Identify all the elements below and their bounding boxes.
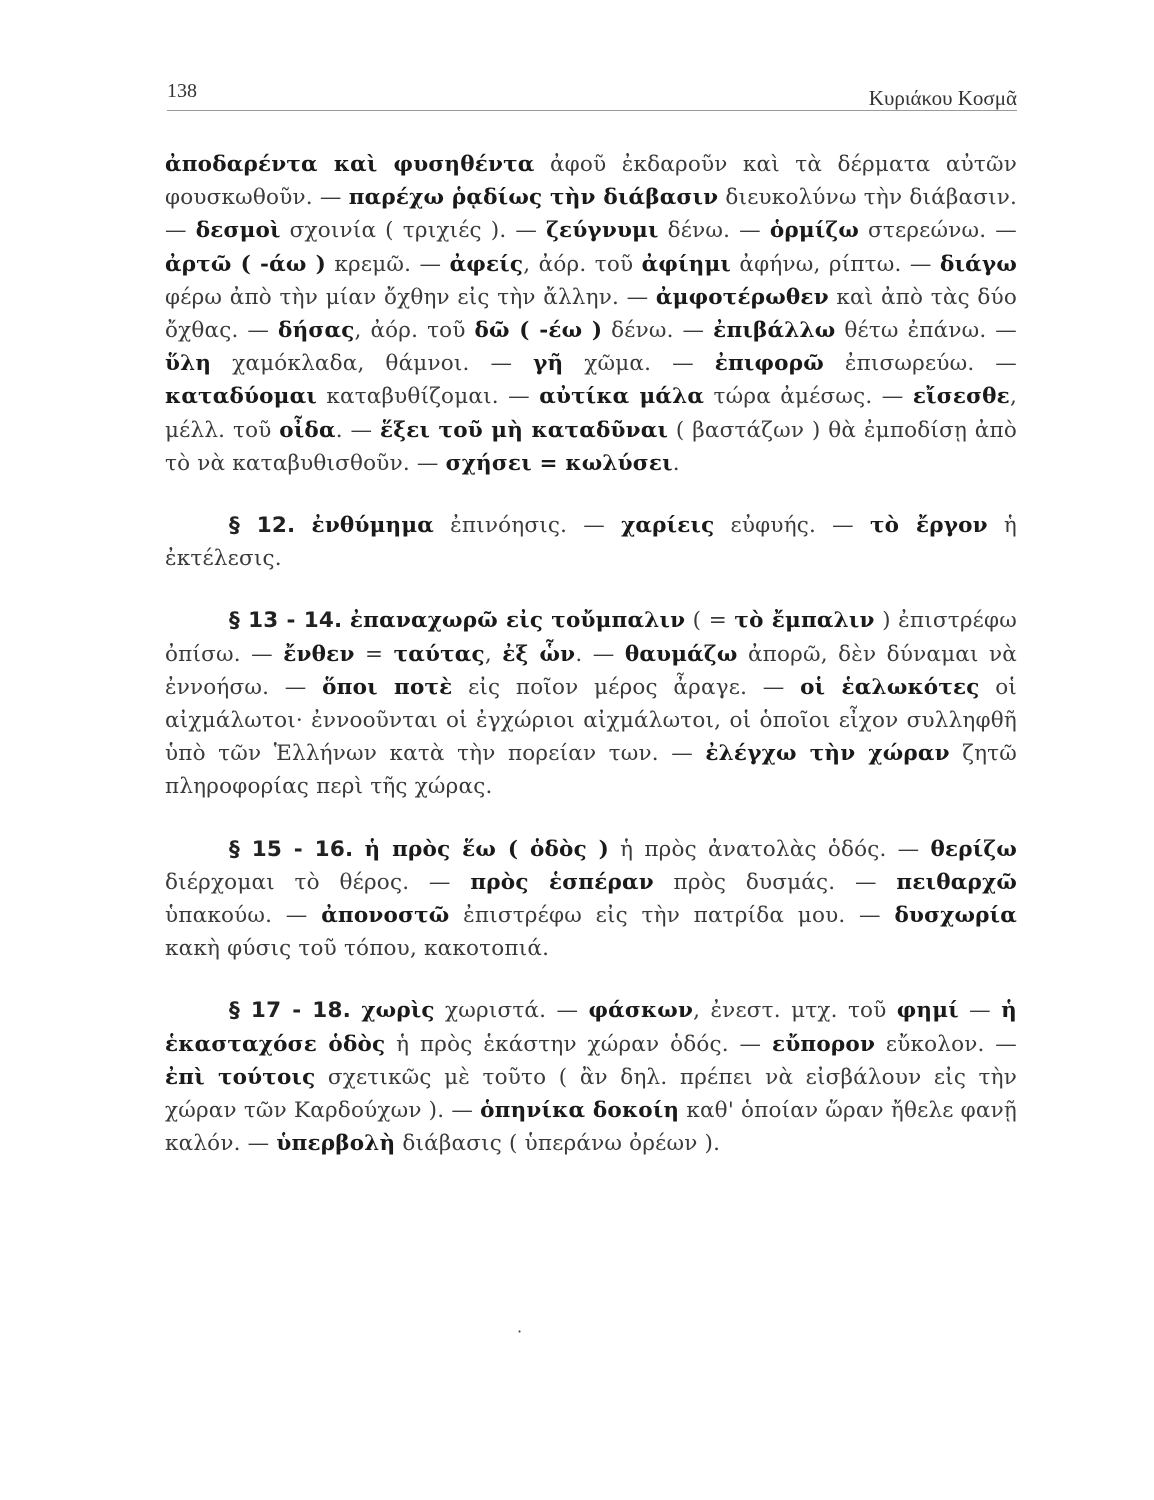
- gloss-text: ,: [484, 641, 503, 667]
- gloss-text: σχετικῶς μὲ τοῦτο ( ἂν δηλ. πρέπει νὰ εἰσβάλουν εἰς τὴν χώραν τῶν Καρδούχων ). —: [165, 1064, 1017, 1124]
- paragraph: [165, 509, 1017, 575]
- lemma-term: ἕξει τοῦ μὴ καταδῦναι: [380, 417, 669, 443]
- section-13-14: [165, 604, 1017, 803]
- section-label: § 15 - 16.: [229, 836, 354, 862]
- gloss-text: , ἀόρ. τοῦ: [523, 251, 642, 277]
- lemma-term: γῆ: [533, 351, 564, 377]
- gloss-text: ( βαστάζων ) θὰ ἐμποδίσῃ ἀπὸ τὸ νὰ καταβυθισθοῦν. —: [165, 417, 1017, 476]
- lemma-term: χαρίεις: [621, 513, 715, 539]
- lemma-term: θαυμάζω: [624, 641, 738, 667]
- lemma-term: ζεύγνυμι: [546, 218, 659, 244]
- lemma-term: ἐλέγχω τὴν χώραν: [705, 741, 950, 767]
- gloss-text: δένω. —: [658, 218, 770, 244]
- lemma-term: οἶδα: [279, 417, 336, 443]
- section-12: [165, 509, 1017, 575]
- running-head: Κυριάκου Κοσμᾶ: [868, 86, 1017, 110]
- section-label: § 17 - 18.: [229, 998, 351, 1024]
- gloss-text: ( =: [685, 608, 735, 634]
- section-17-18: [165, 994, 1017, 1160]
- gloss-text: ἐπισωρεύω. —: [823, 351, 1017, 377]
- paragraph: [165, 994, 1017, 1160]
- lemma-term: εἴσεσθε: [912, 384, 1010, 410]
- lemma-term: πειθαρχῶ: [896, 869, 1017, 895]
- lemma-term: τὸ ἔργον: [869, 513, 988, 539]
- lemma-term: ἀφίημι: [641, 251, 732, 277]
- gloss-text: στερεώνω. —: [859, 218, 1017, 244]
- lemma-term: ἐπὶ τούτοις: [165, 1064, 316, 1090]
- lemma-term: ἀρτῶ ( -άω ): [165, 251, 326, 277]
- gloss-text: ζητῶ πληροφορίας περὶ τῆς χώρας.: [165, 741, 1017, 800]
- paragraph: [165, 604, 1017, 803]
- lemma-term: ἡ πρὸς ἕω ( ὁδὸς ): [364, 836, 610, 862]
- lemma-term: ἐπιφορῶ: [714, 351, 824, 377]
- gloss-text: διευκολύνω τὴν διάβασιν. —: [165, 185, 1018, 244]
- gloss-text: ἡ πρὸς ἀνατολὰς ὁδός. —: [609, 836, 931, 862]
- page-header: [167, 80, 1017, 111]
- gloss-text: . —: [575, 641, 625, 667]
- gloss-text: διάβασις ( ὑπεράνω ὀρέων ).: [395, 1131, 721, 1157]
- lemma-term: δεσμοὶ: [195, 218, 281, 244]
- lemma-term: καταδύομαι: [165, 384, 317, 410]
- lemma-term: ὁπηνίκα δοκοίη: [480, 1098, 680, 1124]
- gloss-text: χῶμα. —: [563, 351, 715, 377]
- lemma-term: ὑπερβολὴ: [276, 1131, 396, 1157]
- gloss-text: ὑπακούω. —: [165, 903, 322, 929]
- paragraph: [165, 833, 1017, 966]
- lemma-term: θερίζω: [930, 836, 1017, 862]
- lemma-term: ἐξ ὧν: [502, 641, 576, 667]
- lemma-term: αὐτίκα μάλα: [539, 384, 705, 410]
- gloss-text: =: [354, 641, 394, 667]
- gloss-text: εἰς ποῖον μέρος ἆραγε. —: [452, 674, 801, 700]
- lemma-term: σχήσει = κωλύσει: [445, 450, 673, 476]
- lemma-term: ἀφείς: [449, 251, 524, 277]
- gloss-text: δένω. —: [602, 318, 714, 344]
- gloss-text: , ἀόρ. τοῦ: [354, 318, 475, 344]
- paragraph: [165, 148, 1017, 480]
- gloss-text: καταβυθίζομαι. —: [316, 384, 540, 410]
- gloss-text: τώρα ἀμέσως. —: [704, 384, 913, 410]
- paragraph-intro: [165, 148, 1017, 480]
- lemma-term: ἐπιβάλλω: [713, 318, 836, 344]
- lemma-term: ἔνθεν: [283, 641, 355, 667]
- gloss-text: εὔκολον. —: [875, 1031, 1017, 1057]
- gloss-text: ἡ πρὸς ἑκάστην χώραν ὁδός. —: [385, 1031, 773, 1057]
- lemma-term: ἀμφοτέρωθεν: [655, 284, 829, 310]
- lemma-term: ἐπαναχωρῶ εἰς τοὔμπαλιν: [349, 608, 686, 634]
- lemma-term: ὅποι ποτὲ: [322, 674, 453, 700]
- lemma-term: ὁρμίζω: [769, 218, 860, 244]
- gloss-text: , μέλλ. τοῦ: [165, 384, 1017, 443]
- lemma-term: ἐνθύμημα: [311, 513, 435, 539]
- gloss-text: κρεμῶ. —: [326, 251, 450, 277]
- gloss-text: ) ἐπιστρέφω ὀπίσω. —: [165, 608, 1017, 667]
- gloss-text: οἱ αἰχμάλωτοι· ἐννοοῦνται οἱ ἐγχώριοι αἰχμάλωτοι, οἱ ὁποῖοι εἶχον συλληφθῆ ὑπὸ τῶν Ἑλλήνων κατὰ τὴν πορείαν των. —: [165, 674, 1018, 767]
- gloss-text: εὐφυής. —: [714, 513, 870, 539]
- lemma-term: ἀπονοστῶ: [321, 903, 450, 929]
- gloss-text: πρὸς δυσμάς. —: [653, 869, 897, 895]
- gloss-text: καθ' ὁποίαν ὥραν ἤθελε φανῇ καλόν. —: [165, 1098, 1017, 1157]
- gloss-text: θέτω ἐπάνω. —: [835, 318, 1017, 344]
- gloss-text: διέρχομαι τὸ θέρος. —: [165, 869, 471, 895]
- section-label: § 12.: [229, 513, 296, 539]
- lemma-term: ταύτας: [393, 641, 485, 667]
- lemma-term: παρέχω ῥᾳδίως τὴν διάβασιν: [348, 185, 719, 211]
- lemma-term: ἀποδαρέντα καὶ φυσηθέντα: [165, 152, 535, 177]
- lemma-term: ὕλη: [165, 351, 212, 377]
- gloss-text: χωριστά. —: [434, 998, 589, 1024]
- lemma-term: φάσκων: [588, 998, 694, 1024]
- gloss-text: ἐπινόησις. —: [434, 513, 622, 539]
- lemma-term: τὸ ἔμπαλιν: [734, 608, 875, 634]
- gloss-text: χαμόκλαδα, θάμνοι. —: [211, 351, 534, 377]
- lemma-term: δῶ ( -έω ): [474, 318, 603, 344]
- gloss-text: .: [672, 450, 680, 476]
- lemma-term: ἡ ἑκασταχόσε ὁδὸς: [165, 998, 1017, 1057]
- lemma-term: εὔπορον: [772, 1031, 876, 1057]
- gloss-text: καὶ ἀπὸ τὰς δύο ὄχθας. —: [165, 284, 1017, 344]
- lemma-term: διάγω: [940, 251, 1017, 277]
- lemma-term: δήσας: [278, 318, 355, 344]
- lemma-term: πρὸς ἑσπέραν: [470, 869, 654, 895]
- gloss-text: ἀπορῶ, δὲν δύναμαι νὰ ἐννοήσω. —: [165, 641, 1017, 700]
- gloss-text: . —: [335, 417, 381, 443]
- gloss-text: φέρω ἀπὸ τὴν μίαν ὄχθην εἰς τὴν ἄλλην. —: [165, 284, 656, 310]
- gloss-text: ἡ ἐκτέλεσις.: [165, 513, 1017, 572]
- lemma-term: φημί: [896, 998, 959, 1024]
- gloss-text: ἐπιστρέφω εἰς τὴν πατρίδα μου. —: [449, 903, 895, 929]
- lemma-term: δυσχωρία: [894, 903, 1018, 929]
- footer-mark: ·: [517, 1322, 523, 1341]
- gloss-text: ἀφήνω, ρίπτω. —: [731, 251, 941, 277]
- lemma-term: οἱ ἑαλωκότες: [800, 674, 980, 700]
- gloss-text: —: [958, 998, 1002, 1024]
- gloss-text: σχοινία ( τριχιές ). —: [280, 218, 547, 244]
- section-15-16: [165, 833, 1017, 966]
- lemma-term: χωρὶς: [361, 998, 435, 1024]
- gloss-text: , ἐνεστ. μτχ. τοῦ: [693, 998, 897, 1024]
- gloss-text: κακὴ φύσις τοῦ τόπου, κακοτοπιά.: [165, 936, 550, 962]
- section-label: § 13 - 14.: [229, 608, 343, 634]
- page-number: 138: [167, 80, 197, 102]
- commentary-body: [165, 148, 1017, 1160]
- gloss-text: ἀφοῦ ἐκδαροῦν καὶ τὰ δέρματα αὐτῶν φουσκωθοῦν. —: [165, 152, 1017, 211]
